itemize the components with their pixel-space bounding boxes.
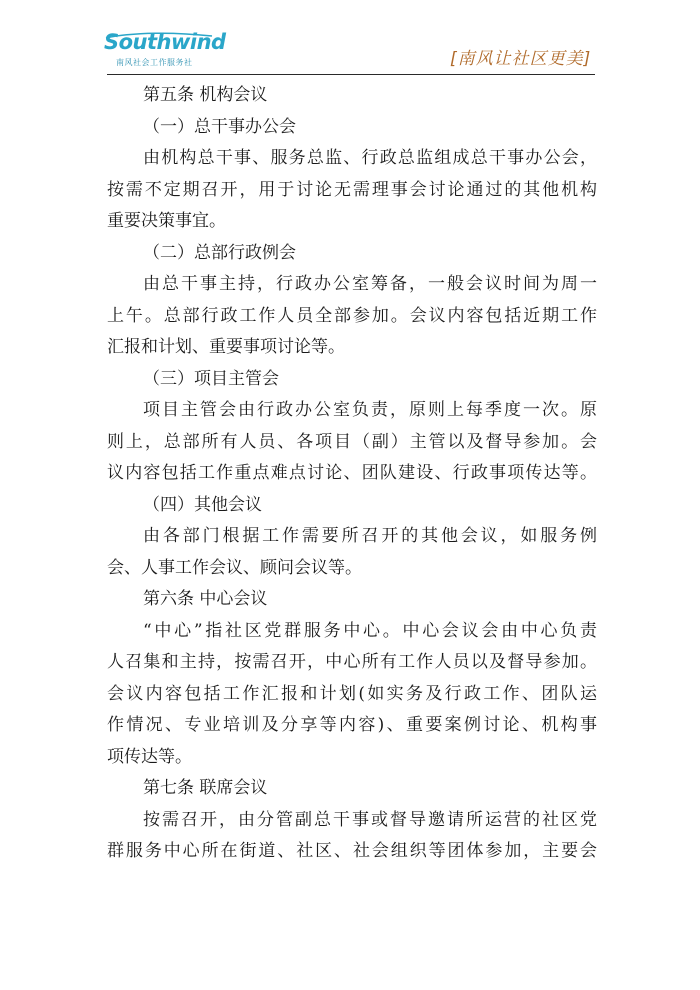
text-line: 议内容包括工作重点难点讨论、团队建设、行政事项传达等。: [107, 463, 597, 483]
text-line: 由机构总干事、服务总监、行政总监组成总干事办公会，: [143, 148, 597, 168]
text-line: （四）其他会议: [143, 494, 262, 515]
text-line: （一）总干事办公会: [143, 116, 296, 137]
text-line: 项目主管会由行政办公室负责，原则上每季度一次。原: [143, 400, 597, 420]
text-line: 按需召开，由分管副总干事或督导邀请所运营的社区党: [143, 809, 597, 830]
text-line: “中心”指社区党群服务中心。中心会议会由中心负责: [143, 620, 597, 641]
text-line: 项传达等。: [107, 746, 192, 767]
text-line: 第六条 中心会议: [143, 589, 268, 609]
text-line: 人召集和主持，按需召开，中心所有工作人员以及督导参加。: [107, 652, 597, 672]
text-line: 作情况、专业培训及分享等内容)、重要案例讨论、机构事: [107, 715, 597, 735]
text-line: 重要决策事宜。: [107, 211, 226, 231]
text-line: 上午。总部行政工作人员全部参加。会议内容包括近期工作: [107, 305, 597, 326]
header-slogan: [南风让社区更美]: [450, 49, 592, 69]
header-divider: [107, 74, 595, 75]
text-line: 会议内容包括工作汇报和计划(如实务及行政工作、团队运: [107, 683, 597, 704]
text-line: 由各部门根据工作需要所召开的其他会议，如服务例: [143, 526, 597, 546]
text-line: （三）项目主管会: [143, 368, 279, 389]
text-line: （二）总部行政例会: [143, 242, 296, 263]
text-line: 由总干事主持，行政办公室筹备，一般会议时间为周一: [143, 274, 597, 294]
text-line: 第五条 机构会议: [143, 85, 268, 105]
text-line: 群服务中心所在街道、社区、社会组织等团体参加，主要会: [107, 841, 597, 861]
text-line: 第七条 联席会议: [143, 778, 268, 798]
logo-subtext: 南风社会工作服务社: [116, 58, 193, 67]
document-body: [107, 80, 597, 868]
page-header: [0, 0, 700, 80]
logo-text: Southwind: [104, 30, 226, 54]
southwind-logo: [104, 30, 226, 74]
text-line: 则上，总部所有人员、各项目（副）主管以及督导参加。会: [107, 431, 597, 452]
text-line: 按需不定期召开，用于讨论无需理事会讨论通过的其他机构: [107, 179, 597, 200]
text-line: 汇报和计划、重要事项讨论等。: [107, 337, 345, 357]
text-line: 会、人事工作会议、顾问会议等。: [107, 557, 362, 578]
